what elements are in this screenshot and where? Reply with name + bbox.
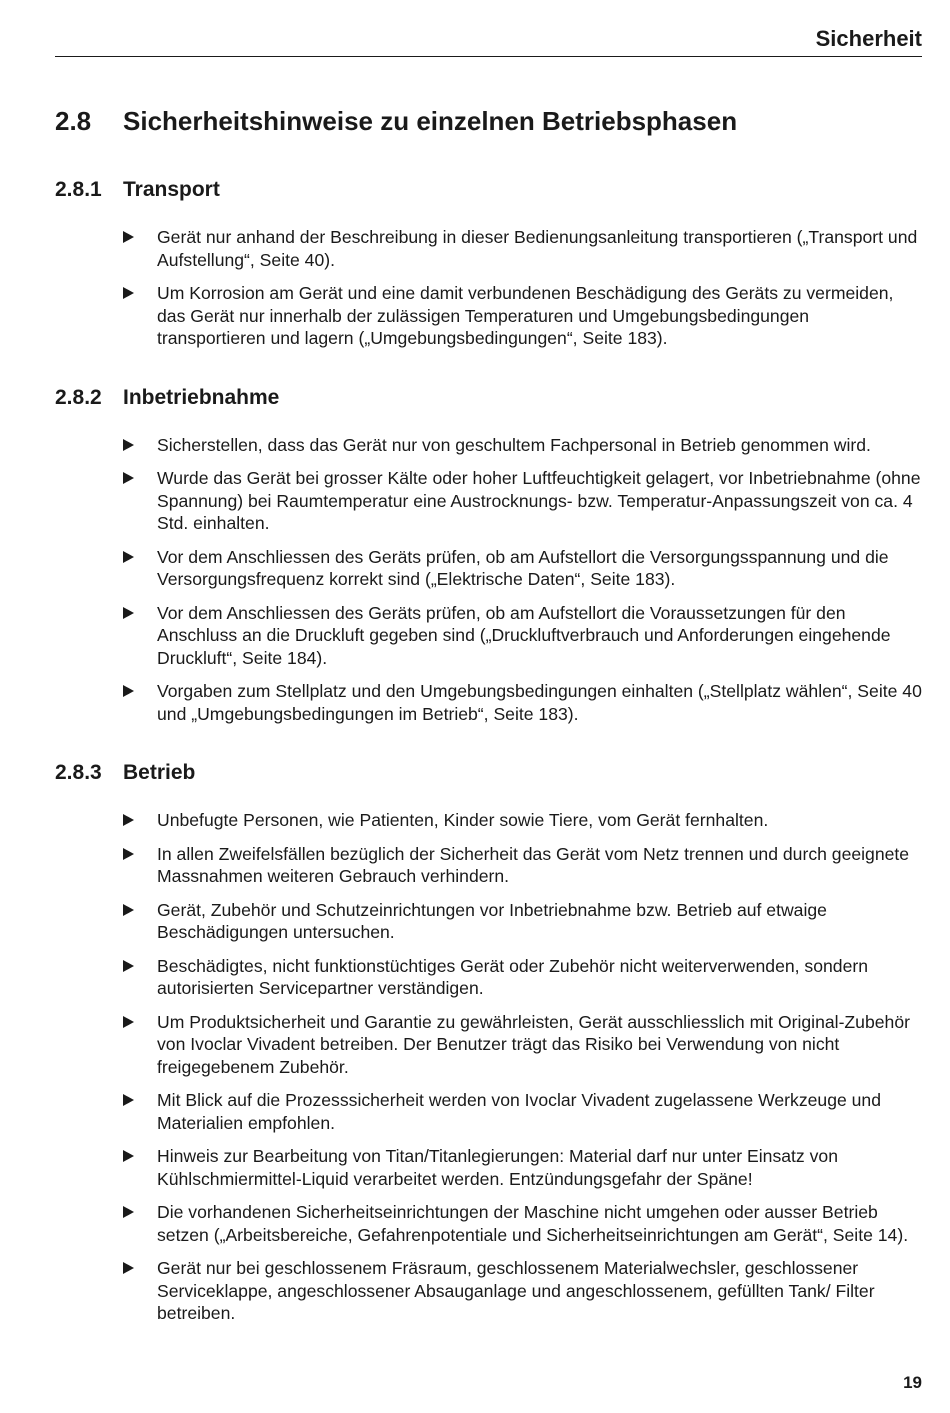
page-content — [55, 104, 922, 1359]
list-item-text: Hinweis zur Bearbeitung von Titan/Titanlegierungen: Material darf nur unter Einsatz von Kühlschmiermittel-Liquid verarbeitet werden. Entzündungsgefahr der Späne! — [157, 1146, 838, 1189]
list-item-text: Mit Blick auf die Prozesssicherheit werden von Ivoclar Vivadent zugelassene Werkzeuge und Materialien empfohlen. — [157, 1090, 882, 1133]
section-heading — [55, 104, 922, 138]
page-header-title: Sicherheit — [815, 26, 922, 51]
header-divider — [55, 56, 922, 57]
list-item — [55, 809, 922, 832]
list-item — [55, 1145, 922, 1190]
triangle-bullet-icon — [123, 231, 134, 243]
list-item — [55, 955, 922, 1000]
list-item-text: Vorgaben zum Stellplatz und den Umgebungsbedingungen einhalten („Stellplatz wählen“, Seite 40 und „Umgebungsbedingungen im Betrieb“, Seite 183). — [157, 681, 922, 724]
subsection-number: 2.8.2 — [55, 385, 102, 409]
triangle-bullet-icon — [123, 685, 134, 697]
list-item-text: In allen Zweifelsfällen bezüglich der Sicherheit das Gerät vom Netz trennen und durch geeignete Massnahmen weiteren Gebrauch verhindern. — [157, 843, 910, 886]
list-item — [55, 843, 922, 888]
list-item-text: Gerät nur anhand der Beschreibung in dieser Bedienungsanleitung transportieren („Transport und Aufstellung“, Seite 40). — [157, 227, 918, 270]
page-number: 19 — [903, 1373, 922, 1392]
triangle-bullet-icon — [123, 904, 134, 916]
subsection-title: Inbetriebnahme — [123, 385, 280, 409]
subsection-title: Transport — [123, 178, 220, 201]
subsection-betrieb — [55, 759, 922, 1325]
subsection-heading — [55, 176, 922, 204]
subsections — [55, 176, 922, 1325]
triangle-bullet-icon — [123, 439, 134, 451]
triangle-bullet-icon — [123, 848, 134, 860]
subsection-inbetriebnahme — [55, 384, 922, 726]
list-item — [55, 899, 922, 944]
triangle-bullet-icon — [123, 1094, 134, 1106]
list-item-text: Um Korrosion am Gerät und eine damit verbundenen Beschädigung des Geräts zu vermeiden, das Gerät nur innerhalb der zulässigen Temperaturen und Umgebungsbedingungen transportieren und lagern („Umgebungsbedingungen“, Seite 183). — [157, 283, 894, 348]
list-item-text: Unbefugte Personen, wie Patienten, Kinder sowie Tiere, vom Gerät fernhalten. — [157, 810, 769, 830]
list-item-text: Um Produktsicherheit und Garantie zu gewährleisten, Gerät ausschliesslich mit Original-Zubehör von Ivoclar Vivadent betreiben. Der Benutzer trägt das Risiko bei Verwendung von nicht freigegebenem Zubehör. — [157, 1011, 910, 1077]
list-item-text: Die vorhandenen Sicherheitseinrichtungen der Maschine nicht umgehen oder ausser Betrieb setzen („Arbeitsbereiche, Gefahrenpotentiale und Sicherheitseinrichtungen am Gerät“, Seite 14). — [157, 1202, 909, 1245]
subsection-number: 2.8.3 — [55, 761, 102, 784]
list-item — [55, 1257, 922, 1325]
triangle-bullet-icon — [123, 607, 134, 619]
list-item-text: Gerät, Zubehör und Schutzeinrichtungen vor Inbetriebnahme bzw. Betrieb auf etwaige Beschädigungen untersuchen. — [157, 899, 827, 942]
triangle-bullet-icon — [123, 287, 134, 299]
subsection-number: 2.8.1 — [55, 178, 102, 201]
triangle-bullet-icon — [123, 551, 134, 563]
instruction-list — [55, 226, 922, 350]
list-item — [55, 546, 922, 591]
list-item — [55, 1201, 922, 1246]
list-item-text: Vor dem Anschliessen des Geräts prüfen, ob am Aufstellort die Voraussetzungen für den Anschluss an die Druckluft gegeben sind („Druckluftverbrauch und Anforderungen eingehende Druckluft“, Seite 184). — [157, 602, 891, 668]
instruction-list — [55, 434, 922, 726]
list-item-text: Gerät nur bei geschlossenem Fräsraum, geschlossenem Materialwechsler, geschlossener Serviceklappe, angeschlossener Absauganlage und angeschlossenem, gefüllten Tank/ Filter betreiben. — [157, 1258, 875, 1323]
section-number: 2.8 — [55, 106, 92, 136]
subsection-heading — [55, 759, 922, 787]
list-item — [55, 602, 922, 670]
list-item-text: Wurde das Gerät bei grosser Kälte oder hoher Luftfeuchtigkeit gelagert, vor Inbetriebnahme (ohne Spannung) bei Raumtemperatur eine Austrocknungs- bzw. Temperatur-Anpassungszeit von ca. 4 Std. einhalten. — [157, 468, 921, 533]
list-item-text: Sicherstellen, dass das Gerät nur von geschultem Fachpersonal in Betrieb genommen wird. — [157, 434, 871, 455]
triangle-bullet-icon — [123, 1016, 134, 1028]
subsection-title: Betrieb — [123, 761, 196, 784]
list-item — [55, 226, 922, 271]
triangle-bullet-icon — [123, 472, 134, 484]
section-title: Sicherheitshinweise zu einzelnen Betriebsphasen — [123, 106, 738, 136]
list-item — [55, 1089, 922, 1134]
triangle-bullet-icon — [123, 1262, 134, 1274]
triangle-bullet-icon — [123, 960, 134, 972]
subsection-transport — [55, 176, 922, 350]
list-item — [55, 467, 922, 535]
list-item — [55, 1011, 922, 1079]
instruction-list — [55, 809, 922, 1325]
triangle-bullet-icon — [123, 814, 134, 826]
list-item — [55, 434, 922, 457]
list-item-text: Beschädigtes, nicht funktionstüchtiges Gerät oder Zubehör nicht weiterverwenden, sondern autorisierten Servicepartner verständigen. — [157, 955, 869, 998]
triangle-bullet-icon — [123, 1206, 134, 1218]
list-item-text: Vor dem Anschliessen des Geräts prüfen, ob am Aufstellort die Versorgungsspannung und die Versorgungsfrequenz korrekt sind („Elektrische Daten“, Seite 183). — [157, 546, 889, 589]
list-item — [55, 282, 922, 350]
list-item — [55, 680, 922, 725]
subsection-heading — [55, 384, 922, 412]
triangle-bullet-icon — [123, 1150, 134, 1162]
